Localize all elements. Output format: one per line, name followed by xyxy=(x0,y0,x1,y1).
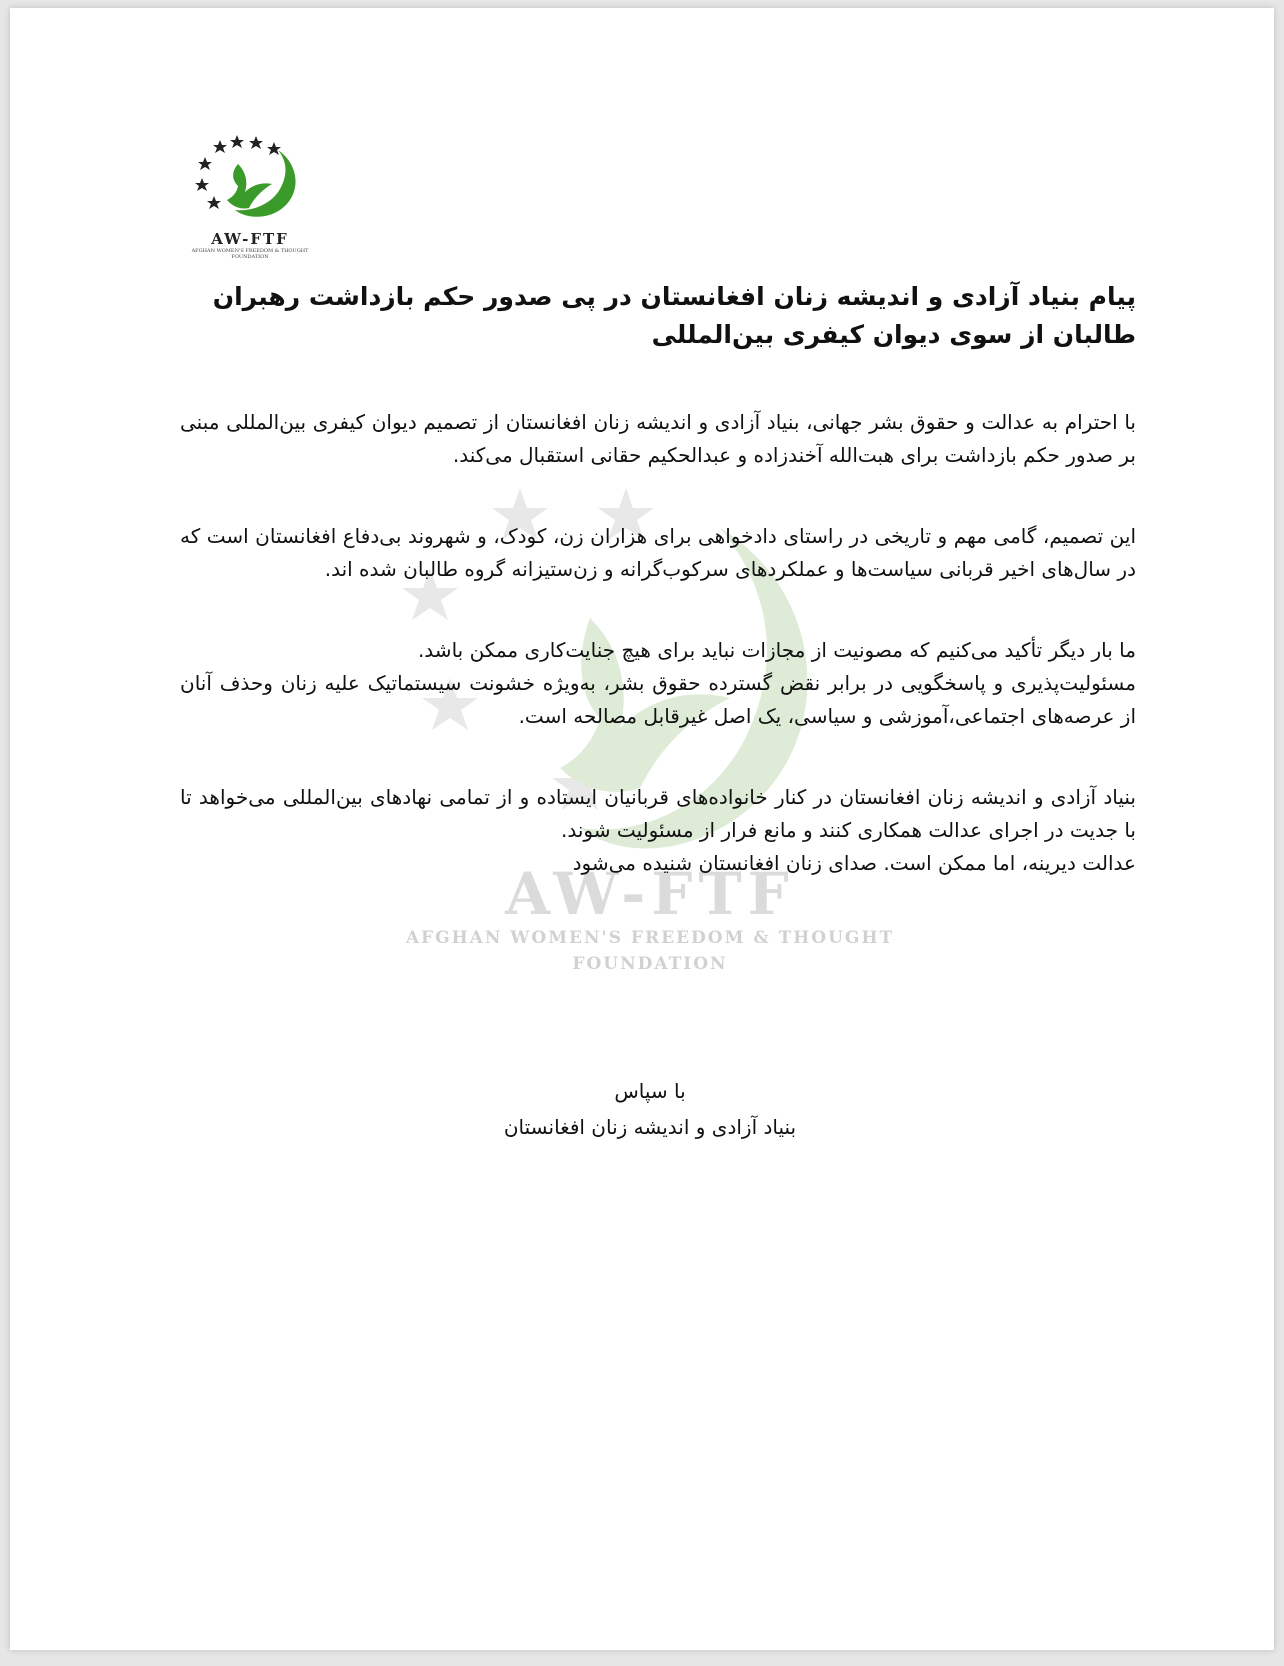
logo-brand: AW-FTF xyxy=(211,230,289,248)
paragraph-line: ما بار دیگر تأکید می‌کنیم که مصونیت از مجازات نباید برای هیچ جنایت‌کاری ممکن باشد. xyxy=(417,638,1136,662)
dove-stars-icon xyxy=(180,130,320,230)
letter-body xyxy=(180,278,1136,928)
paragraph-line: این تصمیم، گامی مهم و تاریخی در راستای دادخواهی برای هزاران زن، کودک، و شهروند بی‌دفاع افغانستان است که در سال‌های اخیر قربانی سیاست‌ها و عملکردهای سرکوب‌گرانه و زن‌ستیزانه گروه طالبان شده اند. xyxy=(180,524,1136,581)
paragraph-4 xyxy=(180,781,1136,880)
letter-page xyxy=(10,8,1274,1650)
letter-title: پیام بنیاد آزادی و اندیشه زنان افغانستان در پی صدور حکم بازداشت رهبران طالبان از سوی دیوان کیفری بین‌المللی xyxy=(212,282,1136,349)
paragraph-line: مسئولیت‌پذیری و پاسخگویی در برابر نقض گسترده حقوق بشر، به‌ویژه خشونت سیستماتیک علیه زنان وحذف آنان از عرصه‌های اجتماعی،آموزشی و سیاسی، یک اصل غیرقابل مصالحه است. xyxy=(180,671,1136,728)
watermark-subtitle-line2: FOUNDATION xyxy=(572,954,728,974)
closing-signature: بنیاد آزادی و اندیشه زنان افغانستان xyxy=(503,1115,797,1139)
paragraph-line: بنیاد آزادی و اندیشه زنان افغانستان در کنار خانواده‌های قربانیان ایستاده و از تمامی نهادهای بین‌المللی می‌خواهد تا با جدیت در اجرای عدالت همکاری کنند و مانع فرار از مسئولیت شوند. xyxy=(180,785,1136,842)
logo-subtitle: AFGHAN WOMEN'S FREEDOM & THOUGHT FOUNDATION xyxy=(191,248,309,260)
watermark-subtitle-line1: AFGHAN WOMEN'S FREEDOM & THOUGHT xyxy=(405,928,895,948)
letter-closing xyxy=(390,1073,910,1145)
closing-thanks: با سپاس xyxy=(614,1079,686,1103)
paragraph-2 xyxy=(180,520,1136,586)
paragraph-1 xyxy=(180,406,1136,472)
paragraph-line: با احترام به عدالت و حقوق بشر جهانی، بنیاد آزادی و اندیشه زنان افغانستان از تصمیم دیوان کیفری بین‌المللی مبنی بر صدور حکم بازداشت برای هبت‌الله آخندزاده و عبدالحکیم حقانی استقبال می‌کند. xyxy=(180,410,1136,467)
paragraph-3 xyxy=(180,634,1136,733)
foundation-logo xyxy=(180,130,320,260)
paragraph-line: عدالت دیرینه، اما ممکن است. صدای زنان افغانستان شنیده می‌شود xyxy=(572,851,1136,875)
watermark-brand: AW-FTF xyxy=(505,860,795,928)
